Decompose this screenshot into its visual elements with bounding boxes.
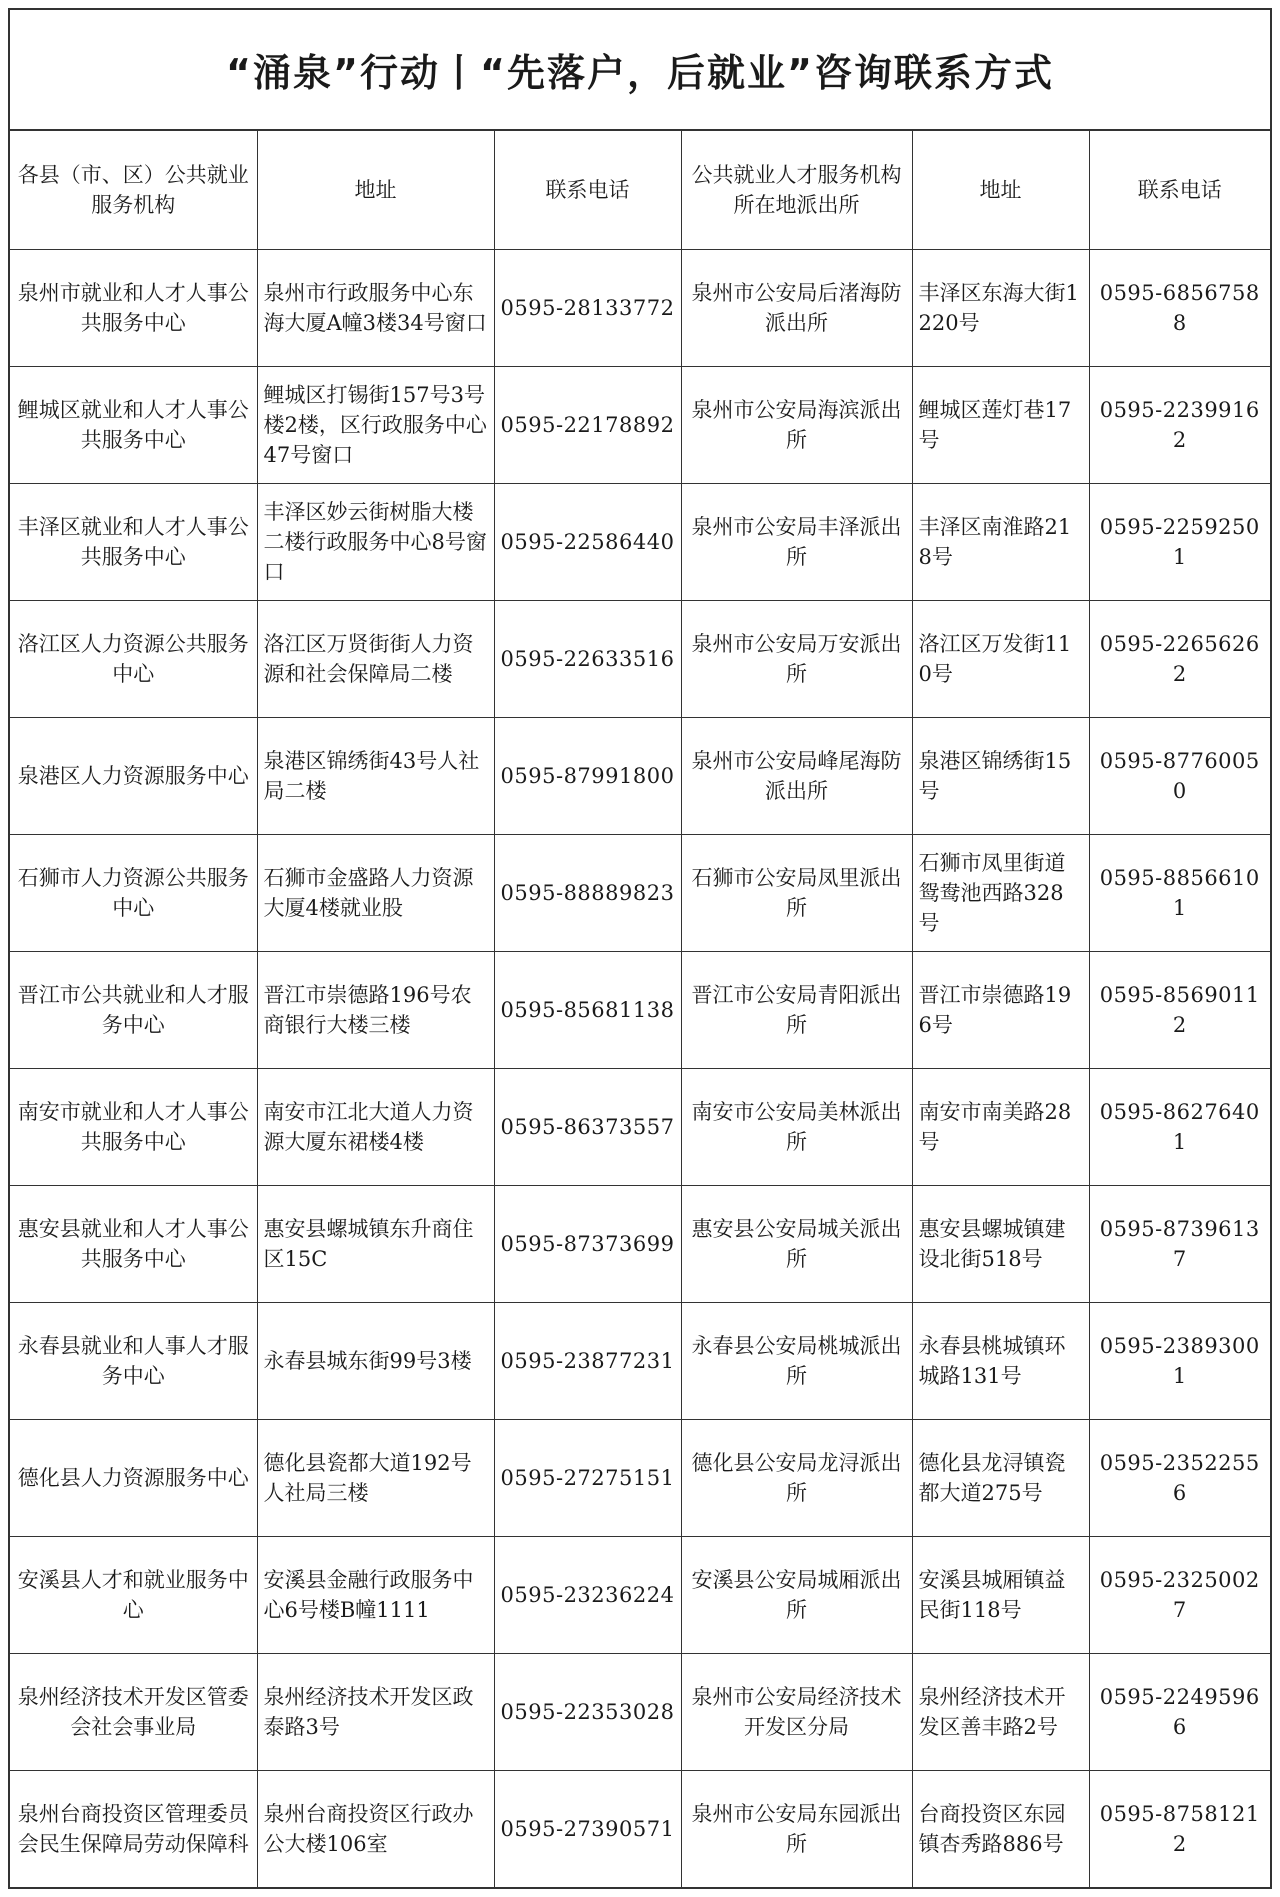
service-agency-cell: 泉州经济技术开发区管委会社会事业局 xyxy=(10,1653,257,1770)
table-row xyxy=(10,249,1270,366)
station-address-cell: 鲤城区莲灯巷17号 xyxy=(912,366,1089,483)
agency-phone-cell: 0595-22178892 xyxy=(494,366,681,483)
contact-sheet xyxy=(8,8,1272,1889)
header-agency-address: 地址 xyxy=(257,131,494,249)
station-phone-cell: 0595-87760050 xyxy=(1089,717,1270,834)
agency-address-cell: 泉州台商投资区行政办公大楼106室 xyxy=(257,1770,494,1887)
header-station-phone: 联系电话 xyxy=(1089,131,1270,249)
table-row xyxy=(10,834,1270,951)
table-row xyxy=(10,1770,1270,1887)
page-title: “涌泉”行动丨“先落户，后就业”咨询联系方式 xyxy=(226,51,1054,95)
police-station-cell: 德化县公安局龙浔派出所 xyxy=(681,1419,912,1536)
header-agency-phone: 联系电话 xyxy=(494,131,681,249)
station-phone-cell: 0595-68567588 xyxy=(1089,249,1270,366)
table-body xyxy=(10,249,1270,1887)
agency-address-cell: 德化县瓷都大道192号人社局三楼 xyxy=(257,1419,494,1536)
agency-address-cell: 鲤城区打锡街157号3号楼2楼，区行政服务中心47号窗口 xyxy=(257,366,494,483)
station-phone-cell: 0595-22399162 xyxy=(1089,366,1270,483)
police-station-cell: 南安市公安局美林派出所 xyxy=(681,1068,912,1185)
table-row xyxy=(10,1653,1270,1770)
station-address-cell: 台商投资区东园镇杏秀路886号 xyxy=(912,1770,1089,1887)
agency-phone-cell: 0595-87373699 xyxy=(494,1185,681,1302)
agency-phone-cell: 0595-22633516 xyxy=(494,600,681,717)
agency-address-cell: 石狮市金盛路人力资源大厦4楼就业股 xyxy=(257,834,494,951)
station-address-cell: 泉港区锦绣街15号 xyxy=(912,717,1089,834)
agency-phone-cell: 0595-23877231 xyxy=(494,1302,681,1419)
agency-address-cell: 丰泽区妙云街树脂大楼二楼行政服务中心8号窗口 xyxy=(257,483,494,600)
station-phone-cell: 0595-87396137 xyxy=(1089,1185,1270,1302)
station-phone-cell: 0595-22656262 xyxy=(1089,600,1270,717)
header-service-agency: 各县（市、区）公共就业服务机构 xyxy=(10,131,257,249)
agency-phone-cell: 0595-28133772 xyxy=(494,249,681,366)
station-address-cell: 安溪县城厢镇益民街118号 xyxy=(912,1536,1089,1653)
station-phone-cell: 0595-22495966 xyxy=(1089,1653,1270,1770)
table-row xyxy=(10,1302,1270,1419)
station-address-cell: 惠安县螺城镇建设北街518号 xyxy=(912,1185,1089,1302)
table-row xyxy=(10,1419,1270,1536)
station-address-cell: 晋江市崇德路196号 xyxy=(912,951,1089,1068)
police-station-cell: 泉州市公安局后渚海防派出所 xyxy=(681,249,912,366)
table-row xyxy=(10,1185,1270,1302)
table-header xyxy=(10,131,1270,249)
header-police-station: 公共就业人才服务机构所在地派出所 xyxy=(681,131,912,249)
station-phone-cell: 0595-88566101 xyxy=(1089,834,1270,951)
agency-phone-cell: 0595-88889823 xyxy=(494,834,681,951)
station-phone-cell: 0595-87581212 xyxy=(1089,1770,1270,1887)
service-agency-cell: 惠安县就业和人才人事公共服务中心 xyxy=(10,1185,257,1302)
service-agency-cell: 泉港区人力资源服务中心 xyxy=(10,717,257,834)
agency-address-cell: 泉港区锦绣街43号人社局二楼 xyxy=(257,717,494,834)
table-row xyxy=(10,366,1270,483)
station-address-cell: 丰泽区东海大街1220号 xyxy=(912,249,1089,366)
contact-table xyxy=(10,131,1270,1887)
agency-phone-cell: 0595-87991800 xyxy=(494,717,681,834)
agency-address-cell: 安溪县金融行政服务中心6号楼B幢1111 xyxy=(257,1536,494,1653)
service-agency-cell: 晋江市公共就业和人才服务中心 xyxy=(10,951,257,1068)
police-station-cell: 泉州市公安局峰尾海防派出所 xyxy=(681,717,912,834)
service-agency-cell: 永春县就业和人事人才服务中心 xyxy=(10,1302,257,1419)
police-station-cell: 泉州市公安局万安派出所 xyxy=(681,600,912,717)
station-phone-cell: 0595-23893001 xyxy=(1089,1302,1270,1419)
table-row xyxy=(10,483,1270,600)
station-address-cell: 永春县桃城镇环城路131号 xyxy=(912,1302,1089,1419)
service-agency-cell: 德化县人力资源服务中心 xyxy=(10,1419,257,1536)
police-station-cell: 永春县公安局桃城派出所 xyxy=(681,1302,912,1419)
police-station-cell: 泉州市公安局海滨派出所 xyxy=(681,366,912,483)
service-agency-cell: 泉州台商投资区管理委员会民生保障局劳动保障科 xyxy=(10,1770,257,1887)
station-phone-cell: 0595-86276401 xyxy=(1089,1068,1270,1185)
station-phone-cell: 0595-23250027 xyxy=(1089,1536,1270,1653)
agency-address-cell: 惠安县螺城镇东升商住区15C xyxy=(257,1185,494,1302)
service-agency-cell: 鲤城区就业和人才人事公共服务中心 xyxy=(10,366,257,483)
agency-phone-cell: 0595-27390571 xyxy=(494,1770,681,1887)
station-address-cell: 南安市南美路28号 xyxy=(912,1068,1089,1185)
police-station-cell: 晋江市公安局青阳派出所 xyxy=(681,951,912,1068)
agency-address-cell: 永春县城东街99号3楼 xyxy=(257,1302,494,1419)
station-address-cell: 泉州经济技术开发区善丰路2号 xyxy=(912,1653,1089,1770)
police-station-cell: 泉州市公安局丰泽派出所 xyxy=(681,483,912,600)
agency-phone-cell: 0595-23236224 xyxy=(494,1536,681,1653)
agency-phone-cell: 0595-22586440 xyxy=(494,483,681,600)
police-station-cell: 惠安县公安局城关派出所 xyxy=(681,1185,912,1302)
station-address-cell: 德化县龙浔镇瓷都大道275号 xyxy=(912,1419,1089,1536)
header-row xyxy=(10,131,1270,249)
agency-address-cell: 洛江区万贤街街人力资源和社会保障局二楼 xyxy=(257,600,494,717)
title-bar xyxy=(10,10,1270,131)
service-agency-cell: 南安市就业和人才人事公共服务中心 xyxy=(10,1068,257,1185)
agency-address-cell: 泉州市行政服务中心东海大厦A幢3楼34号窗口 xyxy=(257,249,494,366)
table-row xyxy=(10,600,1270,717)
agency-address-cell: 晋江市崇德路196号农商银行大楼三楼 xyxy=(257,951,494,1068)
service-agency-cell: 石狮市人力资源公共服务中心 xyxy=(10,834,257,951)
station-address-cell: 丰泽区南淮路218号 xyxy=(912,483,1089,600)
table-row xyxy=(10,951,1270,1068)
table-row xyxy=(10,717,1270,834)
station-phone-cell: 0595-22592501 xyxy=(1089,483,1270,600)
service-agency-cell: 泉州市就业和人才人事公共服务中心 xyxy=(10,249,257,366)
police-station-cell: 泉州市公安局东园派出所 xyxy=(681,1770,912,1887)
table-row xyxy=(10,1536,1270,1653)
agency-phone-cell: 0595-22353028 xyxy=(494,1653,681,1770)
police-station-cell: 石狮市公安局凤里派出所 xyxy=(681,834,912,951)
police-station-cell: 泉州市公安局经济技术开发区分局 xyxy=(681,1653,912,1770)
table-row xyxy=(10,1068,1270,1185)
agency-address-cell: 泉州经济技术开发区政泰路3号 xyxy=(257,1653,494,1770)
service-agency-cell: 洛江区人力资源公共服务中心 xyxy=(10,600,257,717)
station-phone-cell: 0595-85690112 xyxy=(1089,951,1270,1068)
agency-address-cell: 南安市江北大道人力资源大厦东裙楼4楼 xyxy=(257,1068,494,1185)
service-agency-cell: 安溪县人才和就业服务中心 xyxy=(10,1536,257,1653)
header-station-address: 地址 xyxy=(912,131,1089,249)
station-address-cell: 石狮市凤里街道鸳鸯池西路328号 xyxy=(912,834,1089,951)
station-phone-cell: 0595-23522556 xyxy=(1089,1419,1270,1536)
service-agency-cell: 丰泽区就业和人才人事公共服务中心 xyxy=(10,483,257,600)
agency-phone-cell: 0595-85681138 xyxy=(494,951,681,1068)
station-address-cell: 洛江区万发街110号 xyxy=(912,600,1089,717)
agency-phone-cell: 0595-86373557 xyxy=(494,1068,681,1185)
police-station-cell: 安溪县公安局城厢派出所 xyxy=(681,1536,912,1653)
agency-phone-cell: 0595-27275151 xyxy=(494,1419,681,1536)
